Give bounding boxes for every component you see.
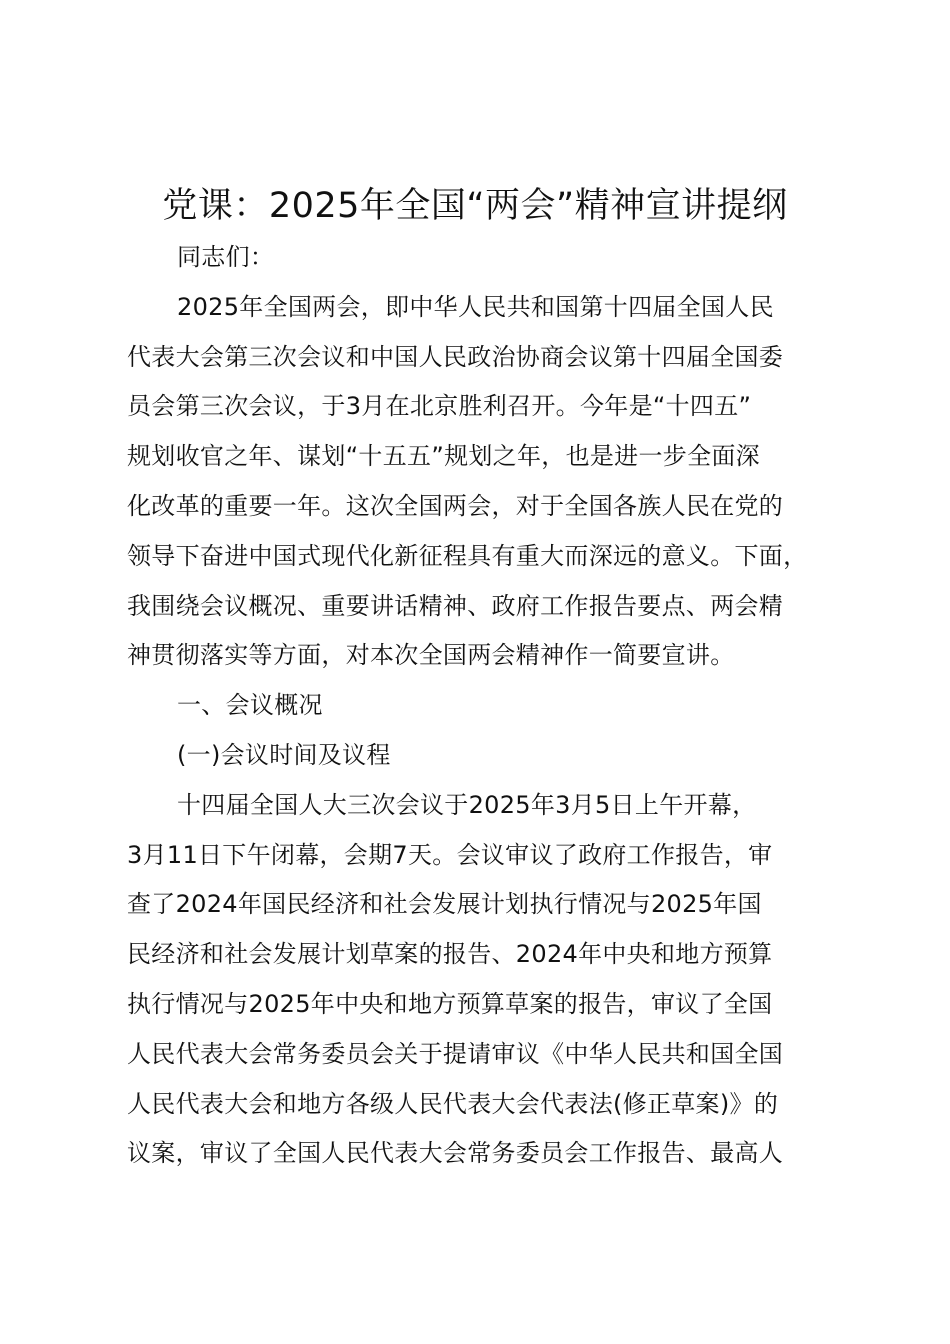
text-line: 执行情况与2025年中央和地方预算草案的报告，审议了全国 — [127, 989, 773, 1018]
text-line: 代表大会第三次会议和中国人民政治协商会议第十四届全国委 — [127, 342, 784, 371]
text-line: 议案，审议了全国人民代表大会常务委员会工作报告、最高人 — [127, 1139, 784, 1168]
text-line: 人民代表大会和地方各级人民代表大会代表法(修正草案)》的 — [127, 1089, 779, 1118]
text-line: 我围绕会议概况、重要讲话精神、政府工作报告要点、两会精 — [127, 591, 784, 620]
text-line: 规划收官之年、谋划“十五五”规划之年，也是进一步全面深 — [127, 442, 760, 471]
document-title: 党课：2025年全国“两会”精神宣讲提纲 — [162, 186, 788, 226]
document-body — [127, 233, 847, 1179]
text-line: (一)会议时间及议程 — [177, 740, 391, 769]
text-line: 3月11日下午闭幕，会期7天。会议审议了政府工作报告，审 — [127, 840, 773, 869]
text-line: 同志们： — [177, 243, 275, 271]
text-line: 民经济和社会发展计划草案的报告、2024年中央和地方预算 — [127, 940, 773, 969]
text-line: 人民代表大会常务委员会关于提请审议《中华人民共和国全国 — [127, 1039, 784, 1068]
text-line: 查了2024年国民经济和社会发展计划执行情况与2025年国 — [127, 890, 762, 919]
text-line: 领导下奋进中国式现代化新征程具有重大而深远的意义。下面， — [127, 541, 808, 570]
text-line: 化改革的重要一年。这次全国两会，对于全国各族人民在党的 — [127, 491, 784, 520]
text-line: 2025年全国两会，即中华人民共和国第十四届全国人民 — [177, 292, 774, 321]
text-line: 一、会议概况 — [177, 691, 323, 720]
text-line: 神贯彻落实等方面，对本次全国两会精神作一简要宣讲。 — [127, 641, 735, 670]
text-line: 员会第三次会议，于3月在北京胜利召开。今年是“十四五” — [127, 392, 752, 421]
text-line: 十四届全国人大三次会议于2025年3月5日上午开幕， — [177, 790, 757, 819]
